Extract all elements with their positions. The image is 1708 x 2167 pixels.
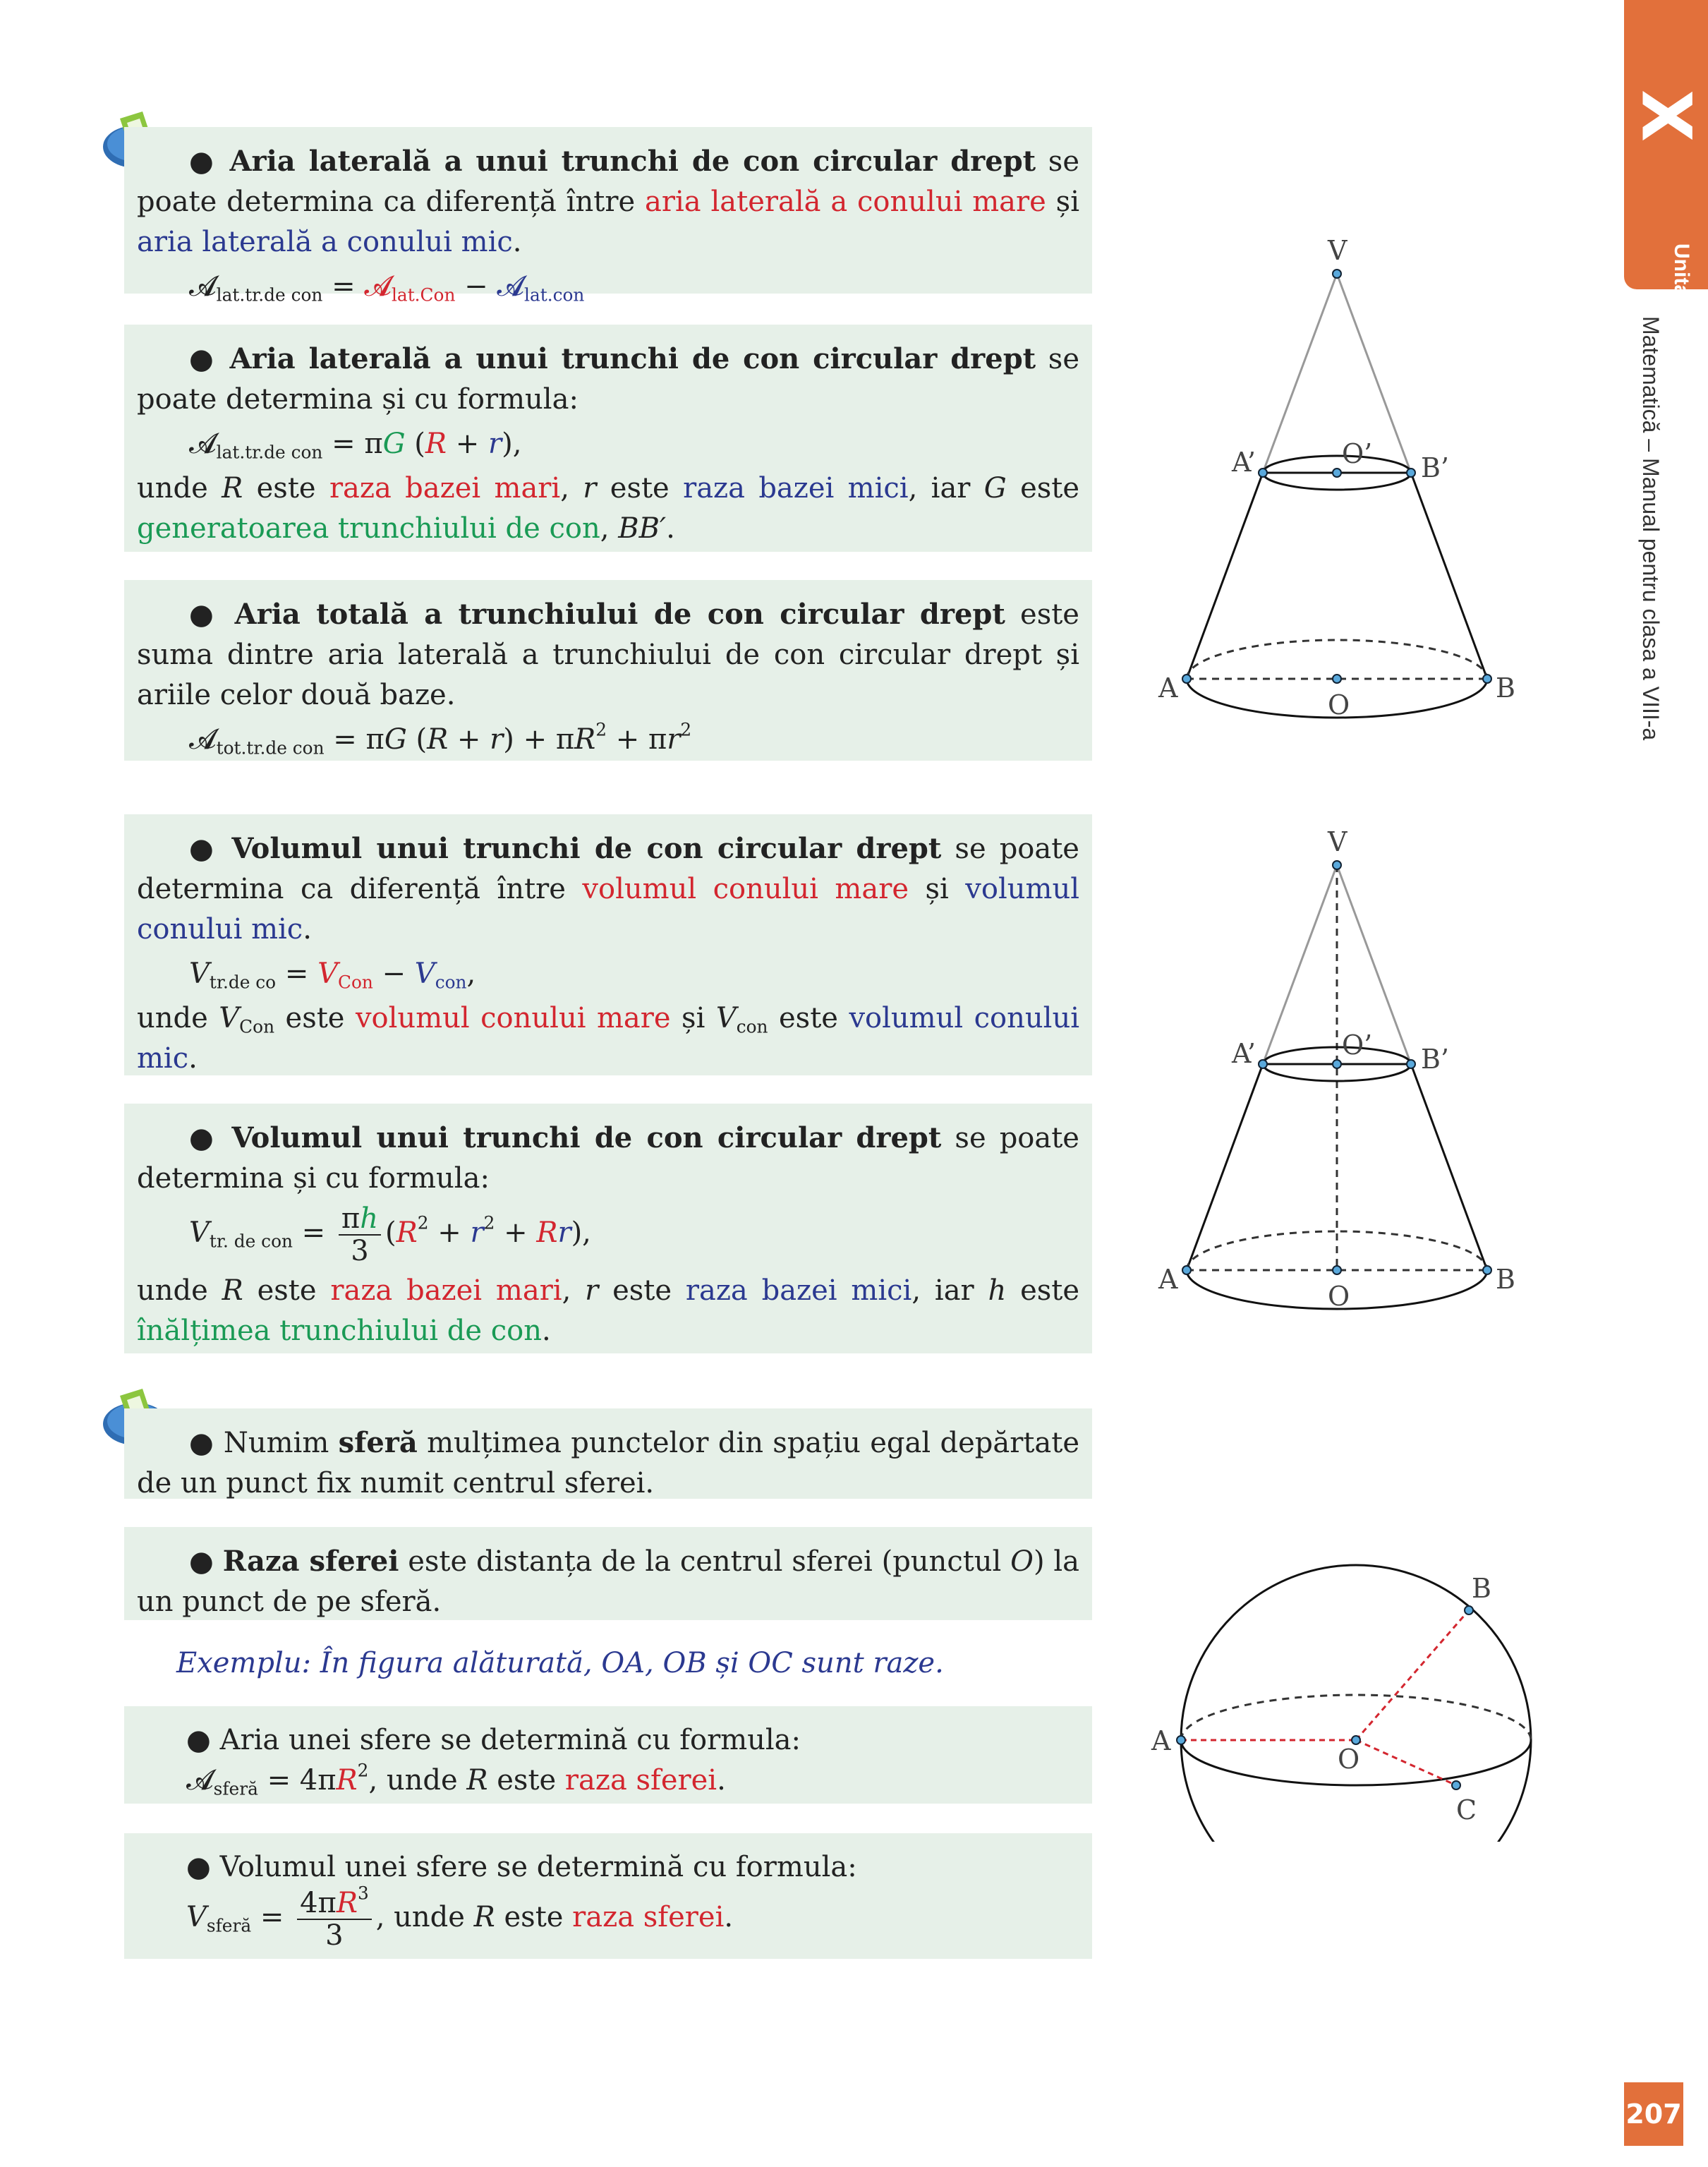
red-term: raza bazei mari bbox=[329, 472, 561, 505]
text: Aria unei sfere se determină cu formula: bbox=[219, 1724, 801, 1756]
text: unde bbox=[137, 1274, 222, 1307]
red-term: raza sferei bbox=[564, 1764, 717, 1797]
lateral-area-formula-box: ● Aria laterală a unui trunchi de con circular drept se poate determina și cu formula: 𝓐$_{lat.tr.de con}$ = πG (R + r), unde R este raza bazei mari, r este raza bazei mici, iar G este generatoarea trunchiului de con, BB′. bbox=[124, 325, 1092, 552]
volume-formula-box: ● Volumul unui trunchi de con circular drept se poate determina și cu formula: $V_{tr. de con}$ = $\frac{\pi h}{3}$ $(R^2 + r^2 + Rr)$, unde R este raza bazei mari, r este raza bazei mici, iar h este înălțimea trunchiului de con. bbox=[124, 1104, 1092, 1353]
text: , iar bbox=[911, 1274, 988, 1307]
formula-sub: Con bbox=[337, 972, 373, 993]
text: unde bbox=[137, 1002, 219, 1034]
label-b-prime: B’ bbox=[1421, 1044, 1450, 1075]
frustum-figure bbox=[1143, 226, 1538, 734]
formula: 𝓐$_{lat.tr.de con}$ = πG (R + r), bbox=[189, 428, 522, 463]
label-c: C bbox=[1456, 1794, 1477, 1825]
red-term: raza sferei bbox=[572, 1901, 725, 1933]
formula-sub: lat.Con bbox=[392, 284, 456, 306]
formula-sub: sferă bbox=[206, 1915, 252, 1936]
label-b: B bbox=[1496, 1264, 1515, 1295]
green-term: înălțimea trunchiului de con bbox=[137, 1315, 542, 1347]
text: . bbox=[303, 913, 312, 946]
formula: $V_{sferă}$ = $\frac{4\pi R^3}{3}$ , unde R este raza sferei. bbox=[186, 1883, 734, 1952]
label-o-prime: O’ bbox=[1342, 438, 1373, 469]
sphere-volume-box bbox=[124, 1833, 1092, 1959]
label-b: B bbox=[1496, 672, 1515, 704]
label-a-prime: A’ bbox=[1232, 447, 1256, 478]
blue-term: volumul conului mic bbox=[137, 1002, 1079, 1075]
label-a: A bbox=[1151, 1725, 1171, 1756]
sphere-figure bbox=[1143, 1559, 1538, 1842]
sphere-definition-box: ● Numim sferă mulțimea punctelor din spațiu egal depărtate de un punct fix numit centrul sferei. bbox=[124, 1408, 1092, 1499]
text: Numim bbox=[223, 1427, 339, 1459]
text: și bbox=[909, 873, 966, 905]
text: . bbox=[512, 226, 522, 258]
text: , iar bbox=[908, 472, 984, 505]
formula-sub: lat.tr.de con bbox=[216, 442, 323, 463]
text: ) la un punct de pe sferă. bbox=[137, 1545, 1079, 1618]
label-a-prime: A’ bbox=[1232, 1038, 1256, 1069]
sphere-radius-box: ● Raza sferei este distanța de la centrul sferei (punctul O) la un punct de pe sferă. bbox=[124, 1527, 1092, 1620]
text: este bbox=[598, 1274, 686, 1307]
label-o: O bbox=[1338, 1744, 1360, 1775]
formula: $V_{tr.de co} = V_{Con} - V_{con}$, bbox=[189, 958, 476, 993]
blue-term: aria laterală a conului mic bbox=[137, 226, 513, 258]
bold-term: sferă bbox=[338, 1426, 418, 1459]
formula-sub: sferă bbox=[213, 1778, 258, 1799]
formula-sub: tr.de co bbox=[209, 972, 277, 993]
example-text: Exemplu: În figura alăturată, OA, OB și OC sunt raze. bbox=[176, 1647, 944, 1679]
green-term: generatoarea trunchiului de con bbox=[137, 512, 600, 545]
formula: 𝓐$_{sferă}$ = $4\pi R^2$, unde R este raza sferei. bbox=[186, 1760, 726, 1799]
text: este distanța de la centrul sferei (punctul bbox=[399, 1545, 1011, 1578]
text: , unde bbox=[375, 1901, 474, 1933]
red-term: aria laterală a conului mare bbox=[645, 186, 1046, 218]
text-line: ● Volumul unei sfere se determină cu formula: bbox=[186, 1851, 857, 1883]
label-o: O bbox=[1328, 1281, 1350, 1312]
blue-term: volumul conului mic bbox=[137, 873, 1080, 946]
text: se poate determina ca diferență între bbox=[137, 833, 1079, 905]
text-line: ● Aria unei sfere se determină cu formula: bbox=[186, 1724, 801, 1756]
text: , unde bbox=[368, 1764, 467, 1797]
bold-term: Volumul unui trunchi de con circular drept bbox=[231, 832, 942, 865]
unit-tab bbox=[1624, 0, 1708, 289]
label-v: V bbox=[1328, 235, 1347, 266]
text: și bbox=[670, 1002, 716, 1034]
text: este bbox=[274, 1002, 356, 1034]
volume-difference-box: ● Volumul unui trunchi de con circular drept se poate determina ca diferență între volumul conului mare și volumul conului mic. $V_{tr.de co} = V_{Con} - V_{con}$, unde $V_{Con}$ este volumul conului mare și $V_{con}$ este volumul conului mic. bbox=[124, 814, 1092, 1075]
blue-term: raza bazei mici bbox=[683, 472, 909, 505]
text: mulțimea punctelor din spațiu egal depărtate de un punct fix numit centrul sferei. bbox=[137, 1427, 1079, 1499]
text: se poate determina și cu formula: bbox=[137, 343, 1080, 416]
bold-term: Aria totală a trunchiului de con circular drept bbox=[234, 598, 1005, 631]
text: este bbox=[768, 1002, 849, 1034]
unit-label: Unitatea bbox=[1670, 243, 1693, 327]
text: și bbox=[1046, 186, 1079, 218]
page-number: 207 bbox=[1624, 2082, 1683, 2146]
sphere-area-box bbox=[124, 1706, 1092, 1804]
text: se poate determina ca diferență între bbox=[137, 145, 1080, 218]
side-title: Matematică – Manual pentru clasa a VIII-a bbox=[1638, 316, 1664, 741]
label-a: A bbox=[1158, 672, 1178, 704]
formula-sub: lat.tr.de con bbox=[216, 284, 323, 306]
text: este bbox=[1006, 1274, 1080, 1307]
text: este bbox=[487, 1764, 565, 1797]
formula: 𝓐$_{lat.tr.de con}$ = 𝓐$_{lat.Con}$ − 𝓐$_{lat.con}$ bbox=[189, 270, 585, 306]
formula-sub: tot.tr.de con bbox=[216, 737, 325, 759]
blue-term: raza bazei mici bbox=[685, 1274, 912, 1307]
text: Volumul unei sfere se determină cu formula: bbox=[219, 1851, 857, 1883]
label-b-prime: B’ bbox=[1421, 452, 1450, 483]
formula-sub: tr. de con bbox=[209, 1231, 293, 1252]
formula: 𝓐$_{tot.tr.de con}$ = πG $(R + r) + \pi R^2 + \pi r^2$ bbox=[189, 719, 692, 759]
text: unde bbox=[137, 472, 222, 505]
label-v: V bbox=[1328, 826, 1347, 857]
text: se poate determina și cu formula: bbox=[137, 1122, 1079, 1195]
text: este bbox=[243, 472, 329, 505]
label-a: A bbox=[1158, 1264, 1178, 1295]
text: , bbox=[600, 512, 619, 545]
label-o: O bbox=[1328, 689, 1350, 720]
formula-sub: con bbox=[435, 972, 467, 993]
bold-term: Aria laterală a unui trunchi de con circular drept bbox=[229, 145, 1036, 178]
bold-term: Volumul unui trunchi de con circular drept bbox=[231, 1121, 942, 1154]
text: este bbox=[596, 472, 684, 505]
text: este bbox=[495, 1901, 573, 1933]
formula: $V_{tr. de con}$ = $\frac{\pi h}{3}$ $(R^2 + r^2 + Rr)$, bbox=[189, 1202, 591, 1267]
text: este bbox=[243, 1274, 331, 1307]
text: este suma dintre aria laterală a trunchiului de con circular drept și ariile celor două baze. bbox=[137, 598, 1079, 711]
label-o-prime: O’ bbox=[1342, 1030, 1373, 1061]
red-term: volumul conului mare bbox=[582, 873, 909, 905]
text: este bbox=[1006, 472, 1080, 505]
total-area-box: ● Aria totală a trunchiului de con circular drept este suma dintre aria laterală a trunchiului de con circular drept și ariile celor două baze. 𝓐$_{tot.tr.de con}$ = πG $(R + r) + \pi R^2 + \pi r^2$ bbox=[124, 580, 1092, 761]
red-term: volumul conului mare bbox=[355, 1002, 671, 1034]
red-term: raza bazei mari bbox=[330, 1274, 562, 1307]
lateral-area-difference-box: ● Aria laterală a unui trunchi de con circular drept se poate determina ca diferență între aria laterală a conului mare și aria laterală a conului mic. 𝓐$_{lat.tr.de con}$ = 𝓐$_{lat.Con}$ − 𝓐$_{lat.con}$ bbox=[124, 127, 1092, 294]
frustum-height-figure bbox=[1143, 816, 1538, 1324]
formula-sub: lat.con bbox=[524, 284, 585, 306]
unit-letter: X bbox=[1626, 89, 1706, 142]
bold-term: Aria laterală a unui trunchi de con circular drept bbox=[229, 342, 1036, 375]
label-b: B bbox=[1472, 1573, 1491, 1604]
bold-term: Raza sferei bbox=[222, 1545, 399, 1578]
